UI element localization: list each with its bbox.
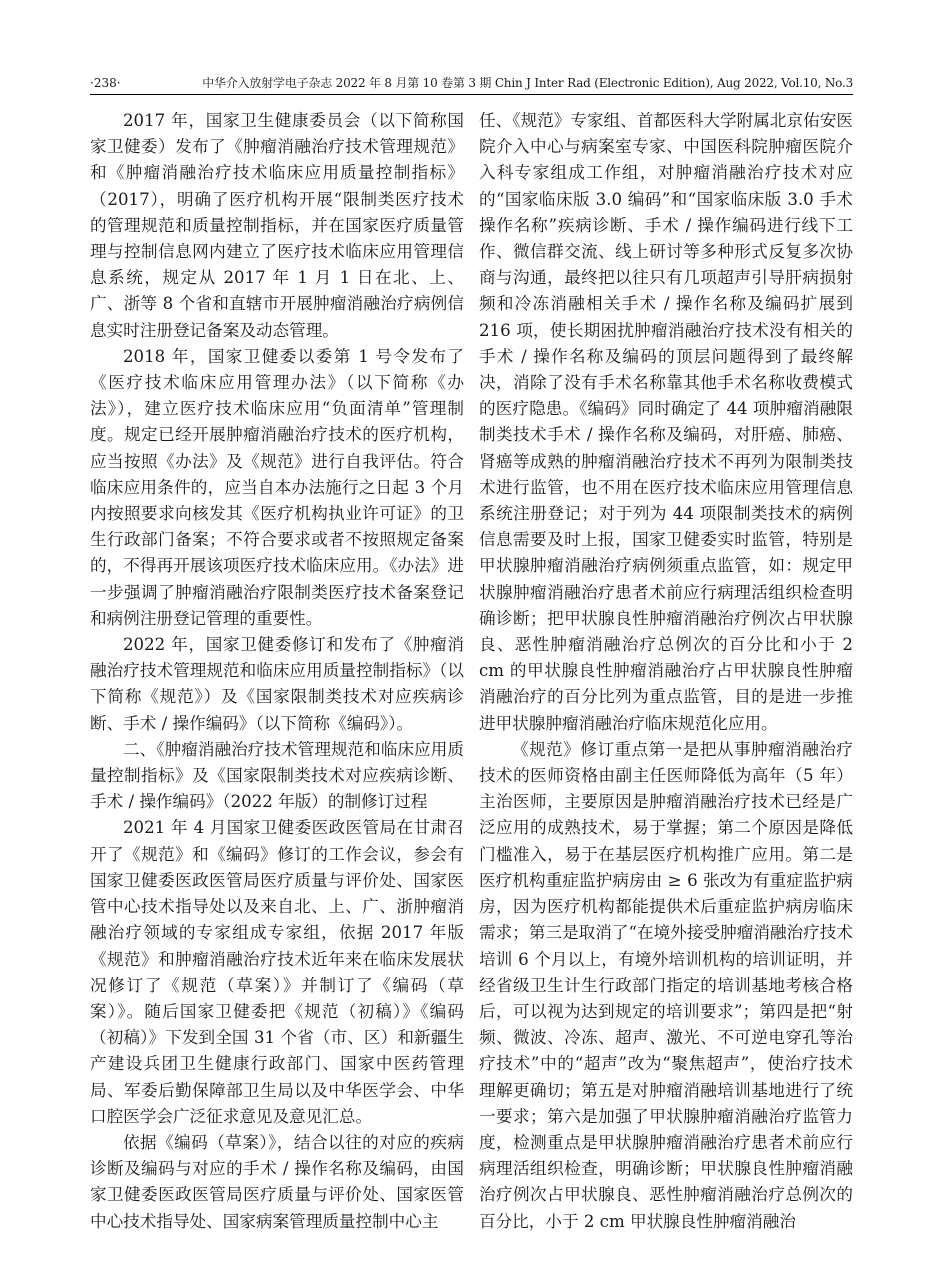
paragraph-2021-meeting: 2021 年 4 月国家卫健委医政医管局在甘肃召开了《规范》和《编码》修订的工作会议，参会有国家卫健委医政医管局医疗质量与评价处、国家医管中心技术指导处以及来自北、上、广、浙肿瘤消融治疗领域的专家组成专家组，依据 2017 年版《规范》和肿瘤消融治疗技术近年来在临床发展状况修订了《规范（草案）》并制订了《编码（草案）》。随后国家卫健委把《规范（初稿）》《编码（初稿）》下发到全国 31 个省（市、区）和新疆生产建设兵团卫生健康行政部门、国家中医药管理局、军委后勤保障部卫生局以及中华医学会、中华口腔医学会广泛征求意见及意见汇总。: [90, 818, 464, 1126]
paragraph-2018: 2018 年，国家卫健委以委第 1 号令发布了《医疗技术临床应用管理办法》（以下简称《办法》），建立医疗技术临床应用“负面清单”管理制度。规定已经开展肿瘤消融治疗技术的医疗机构，应当按照《办法》及《规范》进行自我评估。符合临床应用条件的，应当自本办法施行之日起 3 个月内按照要求向核发其《医疗机构执业许可证》的卫生行政部门备案；不符合要求或者不按照规定备案的，不得再开展该项医疗技术临床应用。《办法》进一步强调了肿瘤消融治疗限制类医疗技术备案登记和病例注册登记管理的重要性。: [90, 346, 464, 628]
paragraph-coding-continued: 任、《规范》专家组、首都医科大学附属北京佑安医院介入中心与病案室专家、中国医科院肿瘤医院介入科专家组成工作组，对肿瘤消融治疗技术对应的“国家临床版 3.0 编码”和“国家临床版 3.0 手术操作名称”疾病诊断、手术 / 操作编码进行线下工作、微信群交流、线上研讨等多种形式反复多次协商与沟通，最终把以往只有几项超声引导肝病损射频和冷冻消融相关手术 / 操作名称及编码扩展到 216 项，使长期困扰肿瘤消融治疗技术没有相关的手术 / 操作名称及编码的顶层问题得到了最终解决，消除了没有手术名称靠其他手术名称收费模式的医疗隐患。《编码》同时确定了 44 项肿瘤消融限制类技术手术 / 操作名称及编码，对肝癌、肺癌、肾癌等成熟的肿瘤消融治疗技术不再列为限制类技术进行监管，也不用在医疗技术临床应用管理信息系统注册登记；对于列为 44 项限制类技术的病例信息需要及时上报，国家卫健委实时监管，特别是甲状腺肿瘤消融治疗病例须重点监管，如：规定甲状腺肿瘤消融治疗患者术前应行病理活组织检查明确诊断；把甲状腺良性肿瘤消融治疗例次占甲状腺良、恶性肿瘤消融治疗总例次的百分比和小于 2 cm 的甲状腺良性肿瘤消融治疗占甲状腺良性肿瘤消融治疗的百分比列为重点监管，目的是进一步推进甲状腺肿瘤消融治疗临床规范化应用。: [479, 111, 853, 733]
paragraph-coding-basis: 依据《编码（草案）》，结合以往的对应的疾病诊断及编码与对应的手术 / 操作名称及编码，由国家卫健委医政医管局医疗质量与评价处、国家医管中心技术指导处、国家病案管理质量控制中心主: [90, 1132, 464, 1231]
paragraph-revision-points: 《规范》修订重点第一是把从事肿瘤消融治疗技术的医师资格由副主任医师降低为高年（5 年）主治医师，主要原因是肿瘤消融治疗技术已经是广泛应用的成熟技术，易于掌握；第二个原因是降低门槛准入，易于在基层医疗机构推广应用。第二是医疗机构重症监护病房由 ≥ 6 张改为有重症监护病房，因为医疗机构都能提供术后重症监护病房临床需求；第三是取消了“在境外接受肿瘤消融治疗技术培训 6 个月以上，有境外培训机构的培训证明，并经省级卫生计生行政部门指定的培训基地考核合格后，可以视为达到规定的培训要求”；第四是把“射频、微波、冷冻、超声、激光、不可逆电穿孔等治疗技术”中的“超声”改为“聚焦超声”，使治疗技术理解更确切；第五是对肿瘤消融培训基地进行了统一要求；第六是加强了甲状腺肿瘤消融治疗监管力度，检测重点是甲状腺肿瘤消融治疗患者术前应行病理活组织检查，明确诊断；甲状腺良性肿瘤消融治疗例次占甲状腺良、恶性肿瘤消融治疗总例次的百分比，小于 2 cm 甲状腺良性肿瘤消融治: [479, 739, 853, 1231]
running-header: [90, 74, 853, 95]
paragraph-2017: 2017 年，国家卫生健康委员会（以下简称国家卫健委）发布了《肿瘤消融治疗技术管理规范》和《肿瘤消融治疗技术临床应用质量控制指标》（2017），明确了医疗机构开展“限制类医疗技术的管理规范和质量控制指标，并在国家医疗质量管理与控制信息网内建立了医疗技术临床应用管理信息系统，规定从 2017 年 1 月 1 日在北、上、广、浙等 8 个省和直辖市开展肿瘤消融治疗病例信息实时注册登记备案及动态管理。: [90, 111, 464, 340]
page-number: ·238·: [90, 76, 121, 90]
paragraph-2022: 2022 年，国家卫健委修订和发布了《肿瘤消融治疗技术管理规范和临床应用质量控制指标》（以下简称《规范》）及《国家限制类技术对应疾病诊断、手术 / 操作编码》（以下简称《编码》）。: [90, 635, 464, 733]
journal-citation: 中华介入放射学电子杂志 2022 年 8 月第 10 卷第 3 期 Chin J Inter Rad (Electronic Edition), Aug 2022, Vol.10, No.3: [202, 76, 853, 90]
section-heading-2: 二、《肿瘤消融治疗技术管理规范和临床应用质量控制指标》及《国家限制类技术对应疾病诊断、手术 / 操作编码》（2022 年版）的制修订过程: [90, 739, 464, 812]
right-column: [479, 108, 853, 1258]
left-column: [90, 108, 464, 1258]
